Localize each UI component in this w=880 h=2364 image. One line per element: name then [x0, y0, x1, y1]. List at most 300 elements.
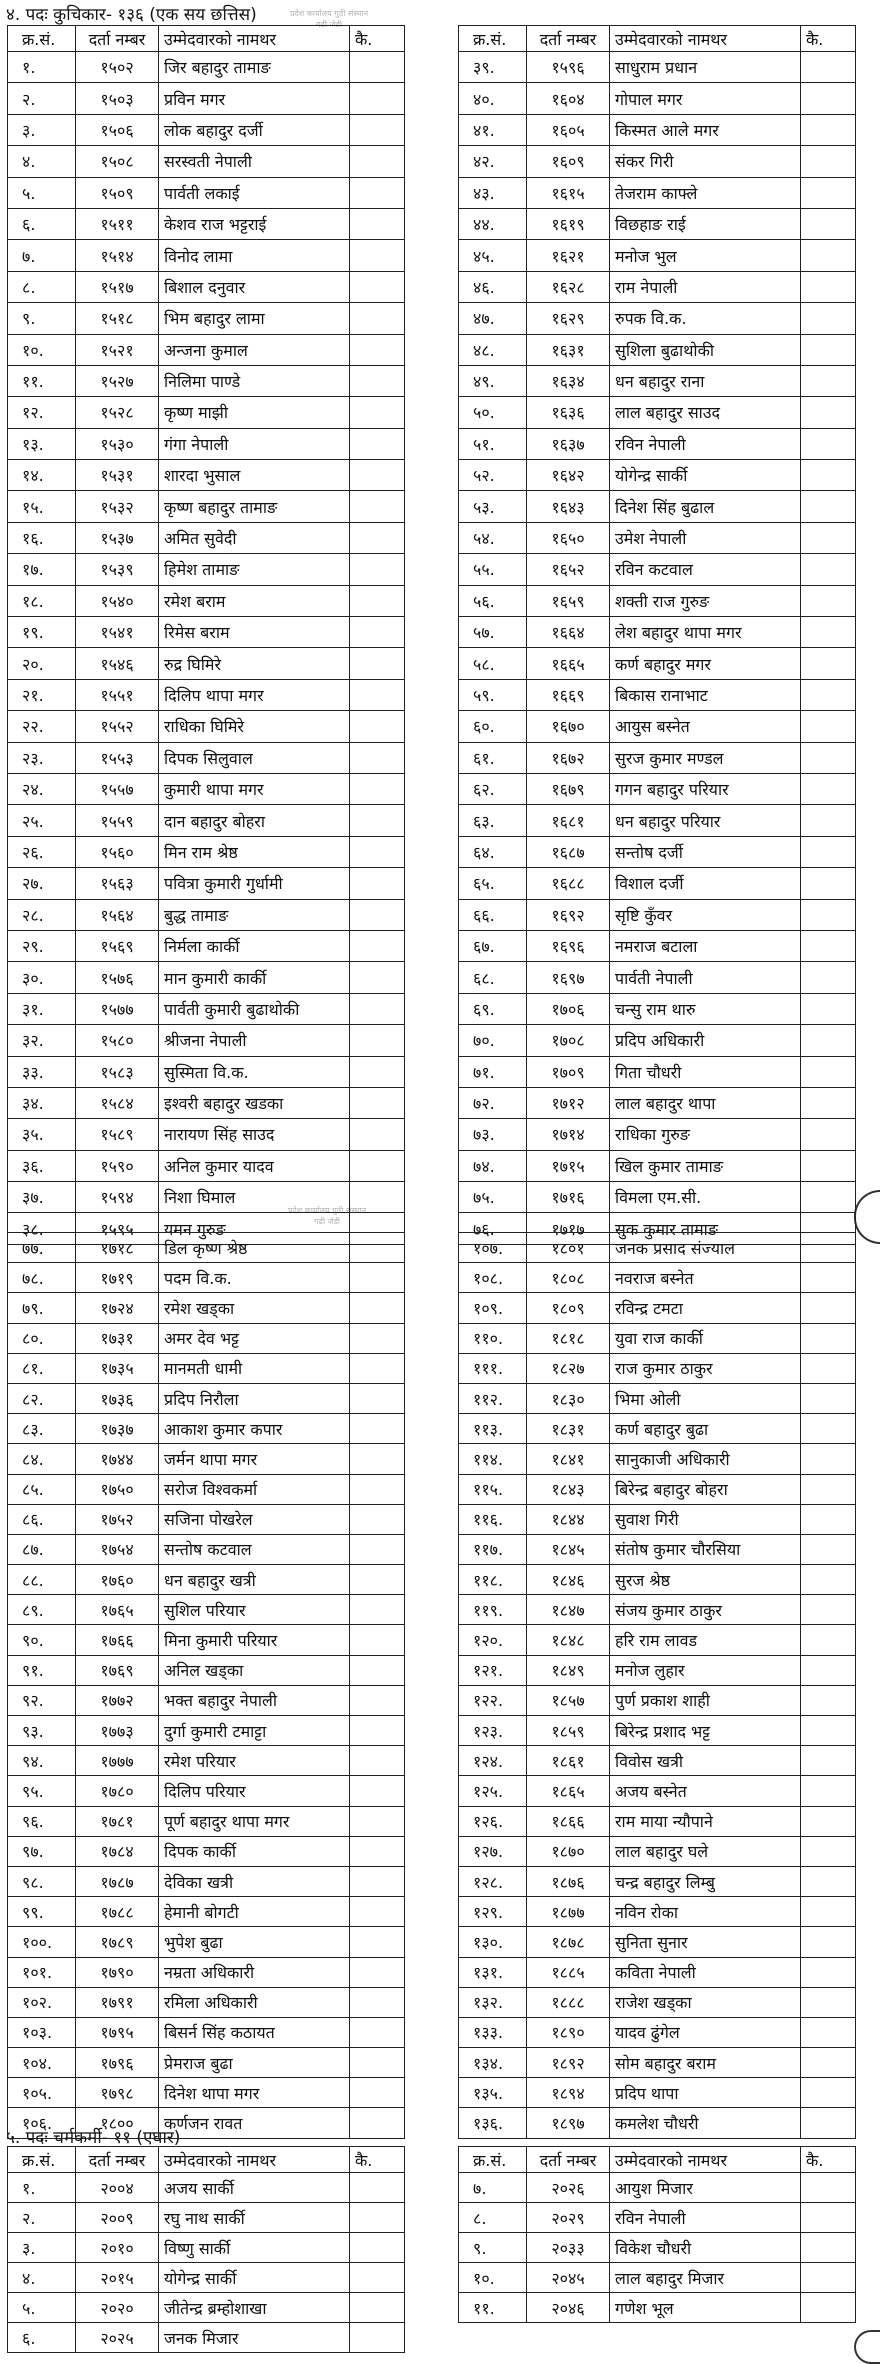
- candidate-name: सुशिला बुढाथोकी: [610, 334, 801, 365]
- candidate-name: योगेन्द्र सार्की: [159, 2263, 350, 2293]
- candidate-name: सुस्मिता वि.क.: [159, 1056, 350, 1087]
- candidate-name: भुपेश बुढा: [159, 1927, 350, 1957]
- table-row: [459, 962, 856, 993]
- remarks-cell: [801, 617, 856, 648]
- remarks-cell: [801, 522, 856, 553]
- serial-number: ८७.: [8, 1534, 76, 1564]
- remarks-cell: [350, 334, 405, 365]
- registration-number: १८१८: [527, 1323, 610, 1353]
- candidate-name: दान बहादुर बोहरा: [159, 805, 350, 836]
- registration-number: १८०९: [527, 1293, 610, 1323]
- candidate-name: शारदा भुसाल: [159, 460, 350, 491]
- registration-number: १७६०: [76, 1565, 159, 1595]
- table-row: [459, 585, 856, 616]
- registration-number: १८९७: [527, 2108, 610, 2138]
- table-row: [8, 742, 405, 773]
- registration-number: १५२७: [76, 365, 159, 396]
- remarks-cell: [801, 836, 856, 867]
- remarks-cell: [801, 1957, 856, 1987]
- remarks-cell: [350, 773, 405, 804]
- registration-number: १६२९: [527, 303, 610, 334]
- serial-number: ९७.: [8, 1836, 76, 1866]
- registration-number: १६३६: [527, 397, 610, 428]
- table-row: [459, 1685, 856, 1715]
- table-row: [459, 1504, 856, 1534]
- table-row: [459, 303, 856, 334]
- remarks-cell: [801, 271, 856, 302]
- remarks-cell: [801, 1263, 856, 1293]
- candidate-name: पार्वती लकाई: [159, 177, 350, 208]
- remarks-cell: [801, 679, 856, 710]
- table-row: [459, 1595, 856, 1625]
- table-row: [459, 1383, 856, 1413]
- remarks-cell: [801, 1595, 856, 1625]
- table-row: [8, 1565, 405, 1595]
- serial-number: ५१.: [459, 428, 527, 459]
- registration-number: १५९०: [76, 1150, 159, 1181]
- table-row: [8, 2203, 405, 2233]
- table-row: [8, 240, 405, 271]
- registration-number: १७८४: [76, 1836, 159, 1866]
- remarks-cell: [350, 2048, 405, 2078]
- remarks-cell: [350, 83, 405, 114]
- remarks-cell: [801, 1866, 856, 1896]
- remarks-cell: [801, 962, 856, 993]
- remarks-cell: [801, 83, 856, 114]
- remarks-cell: [801, 1927, 856, 1957]
- remarks-cell: [801, 868, 856, 899]
- table-row: [8, 2263, 405, 2293]
- remarks-cell: [801, 208, 856, 239]
- serial-number: ५३.: [459, 491, 527, 522]
- candidate-name: विशाल दर्जी: [610, 868, 801, 899]
- registration-number: १५४६: [76, 648, 159, 679]
- registration-number: १७०९: [527, 1056, 610, 1087]
- serial-number: ८०.: [8, 1323, 76, 1353]
- candidate-name: विवोस खत्री: [610, 1746, 801, 1776]
- registration-number: १५९४: [76, 1182, 159, 1213]
- registration-number: १५४०: [76, 585, 159, 616]
- candidate-name: विष्णु सार्की: [159, 2233, 350, 2263]
- candidate-name: योगेन्द्र सार्की: [610, 460, 801, 491]
- remarks-cell: [801, 805, 856, 836]
- remarks-cell: [801, 1444, 856, 1474]
- candidate-name: निलिमा पाण्डे: [159, 365, 350, 396]
- table-row: [8, 711, 405, 742]
- registration-number: १६४३: [527, 491, 610, 522]
- serial-number: ५२.: [459, 460, 527, 491]
- remarks-cell: [801, 1025, 856, 1056]
- candidate-name: रविन नेपाली: [610, 428, 801, 459]
- table-row: [459, 773, 856, 804]
- remarks-cell: [801, 1353, 856, 1383]
- registration-number: १७७७: [76, 1746, 159, 1776]
- registration-number: १७१६: [527, 1182, 610, 1213]
- table-row: [459, 1444, 856, 1474]
- serial-number: ९८.: [8, 1866, 76, 1896]
- header-candidate-name: उम्मेदवारको नामथर: [610, 26, 801, 52]
- remarks-cell: [350, 52, 405, 83]
- remarks-cell: [801, 930, 856, 961]
- serial-number: ८३.: [8, 1414, 76, 1444]
- remarks-cell: [801, 1625, 856, 1655]
- registration-number: १७४४: [76, 1444, 159, 1474]
- registration-number: १७१८: [76, 1233, 159, 1263]
- serial-number: २६.: [8, 836, 76, 867]
- remarks-cell: [350, 1776, 405, 1806]
- remarks-cell: [350, 1474, 405, 1504]
- serial-number: ११३.: [459, 1414, 527, 1444]
- candidate-name: कमलेश चौधरी: [610, 2108, 801, 2138]
- candidate-name: संतोष कुमार चौरसिया: [610, 1534, 801, 1564]
- table-row: [459, 1025, 856, 1056]
- candidate-name: अनिल कुमार यादव: [159, 1150, 350, 1181]
- registration-number: १५८९: [76, 1119, 159, 1150]
- registration-number: १५३०: [76, 428, 159, 459]
- candidate-name: निर्मला कार्की: [159, 930, 350, 961]
- signature-mark: [854, 2330, 880, 2364]
- table-row: [8, 1746, 405, 1776]
- serial-number: १२१.: [459, 1655, 527, 1685]
- candidate-name: पार्वती नेपाली: [610, 962, 801, 993]
- serial-number: २५.: [8, 805, 76, 836]
- registration-number: १८७०: [527, 1836, 610, 1866]
- candidate-name: लाल बहादुर थापा: [610, 1087, 801, 1118]
- table-row: [459, 2293, 856, 2323]
- candidate-name: भक्त बहादुर नेपाली: [159, 1685, 350, 1715]
- registration-number: १६८७: [527, 836, 610, 867]
- table-row: [459, 1776, 856, 1806]
- table-row: [459, 648, 856, 679]
- table-row: [459, 1716, 856, 1746]
- remarks-cell: [801, 1119, 856, 1150]
- registration-number: १६९६: [527, 930, 610, 961]
- table-row: [8, 554, 405, 585]
- registration-number: १५८४: [76, 1087, 159, 1118]
- table-row: [459, 2048, 856, 2078]
- table-row: [459, 2263, 856, 2293]
- serial-number: १२.: [8, 397, 76, 428]
- serial-number: १२०.: [459, 1625, 527, 1655]
- candidate-name: अमित सुवेदी: [159, 522, 350, 553]
- remarks-cell: [350, 2263, 405, 2293]
- remarks-cell: [350, 271, 405, 302]
- serial-number: ११८.: [459, 1565, 527, 1595]
- registration-number: १८८५: [527, 1957, 610, 1987]
- remarks-cell: [350, 1119, 405, 1150]
- registration-number: २०४६: [527, 2293, 610, 2323]
- serial-number: ४०.: [459, 83, 527, 114]
- registration-number: १६५२: [527, 554, 610, 585]
- table-row: [459, 114, 856, 145]
- registration-number: १५१४: [76, 240, 159, 271]
- registration-number: १७३६: [76, 1383, 159, 1413]
- registration-number: १८९२: [527, 2048, 610, 2078]
- candidate-name: बुद्ध तामाङ: [159, 899, 350, 930]
- serial-number: २४.: [8, 773, 76, 804]
- serial-number: १०१.: [8, 1957, 76, 1987]
- remarks-cell: [801, 742, 856, 773]
- registration-number: १५५९: [76, 805, 159, 836]
- table-row: [459, 1087, 856, 1118]
- serial-number: १२६.: [459, 1806, 527, 1836]
- registration-number: १७१२: [527, 1087, 610, 1118]
- registration-number: १७१९: [76, 1263, 159, 1293]
- serial-number: ११४.: [459, 1444, 527, 1474]
- table-row: [8, 114, 405, 145]
- serial-number: ११९.: [459, 1595, 527, 1625]
- serial-number: १२३.: [459, 1716, 527, 1746]
- candidate-name: सुरज श्रेष्ठ: [610, 1565, 801, 1595]
- serial-number: ६.: [8, 208, 76, 239]
- registration-number: १८२७: [527, 1353, 610, 1383]
- candidate-name: पवित्रा कुमारी गुर्धामी: [159, 868, 350, 899]
- table-row: [8, 617, 405, 648]
- remarks-cell: [350, 491, 405, 522]
- serial-number: ६५.: [459, 868, 527, 899]
- candidate-name: यादव ढुंगेल: [610, 2017, 801, 2047]
- registration-number: १८७७: [527, 1897, 610, 1927]
- registration-number: १५०३: [76, 83, 159, 114]
- candidate-name: मनोज भुल: [610, 240, 801, 271]
- table-row: [459, 805, 856, 836]
- serial-number: १२८.: [459, 1866, 527, 1896]
- table-row: [459, 1293, 856, 1323]
- table-row: [459, 1056, 856, 1087]
- candidate-name: प्रदिप थापा: [610, 2078, 801, 2108]
- candidate-name: गगन बहादुर परियार: [610, 773, 801, 804]
- serial-number: ४३.: [459, 177, 527, 208]
- candidate-name: निशा घिमाल: [159, 1182, 350, 1213]
- remarks-cell: [350, 2108, 405, 2138]
- registration-number: १५१८: [76, 303, 159, 334]
- remarks-cell: [801, 648, 856, 679]
- registration-number: २०२९: [527, 2203, 610, 2233]
- registration-number: १६३१: [527, 334, 610, 365]
- registration-number: १६६५: [527, 648, 610, 679]
- remarks-cell: [350, 1087, 405, 1118]
- serial-number: १०.: [8, 334, 76, 365]
- registration-number: १८९०: [527, 2017, 610, 2047]
- serial-number: ९२.: [8, 1685, 76, 1715]
- table-row: [459, 2108, 856, 2138]
- remarks-cell: [350, 1293, 405, 1323]
- table-header-row: [8, 2147, 405, 2173]
- candidate-name: यमन गुरुङ: [159, 1213, 350, 1244]
- remarks-cell: [350, 617, 405, 648]
- remarks-cell: [801, 1474, 856, 1504]
- remarks-cell: [350, 1685, 405, 1715]
- table-row: [8, 1474, 405, 1504]
- remarks-cell: [350, 1927, 405, 1957]
- candidate-name: मिना कुमारी परियार: [159, 1625, 350, 1655]
- serial-number: १०७.: [459, 1233, 527, 1263]
- serial-number: ७६.: [459, 1213, 527, 1244]
- table-row: [459, 271, 856, 302]
- candidate-name: शक्ती राज गुरुङ: [610, 585, 801, 616]
- registration-number: १५३९: [76, 554, 159, 585]
- registration-number: १८७६: [527, 1866, 610, 1896]
- remarks-cell: [350, 1150, 405, 1181]
- table-row: [8, 2173, 405, 2203]
- registration-number: १७०६: [527, 993, 610, 1024]
- serial-number: ५७.: [459, 617, 527, 648]
- registration-number: १५३२: [76, 491, 159, 522]
- serial-number: ११०.: [459, 1323, 527, 1353]
- remarks-cell: [801, 1836, 856, 1866]
- candidate-name: रमेश परियार: [159, 1746, 350, 1776]
- registration-number: १८६५: [527, 1776, 610, 1806]
- serial-number: ३५.: [8, 1119, 76, 1150]
- serial-number: ३८.: [8, 1213, 76, 1244]
- serial-number: ५५.: [459, 554, 527, 585]
- serial-number: ७२.: [459, 1087, 527, 1118]
- table-row: [459, 2017, 856, 2047]
- table-row: [459, 208, 856, 239]
- candidate-name: नम्रता अधिकारी: [159, 1957, 350, 1987]
- candidate-name: बिरेन्द्र बहादुर बोहरा: [610, 1474, 801, 1504]
- registration-number: २००९: [76, 2203, 159, 2233]
- candidate-name: सुवाश गिरी: [610, 1504, 801, 1534]
- serial-number: ४.: [8, 146, 76, 177]
- candidate-name: रमेश बराम: [159, 585, 350, 616]
- table-header-row: [8, 26, 405, 52]
- candidate-name: कर्ण बहादुर मगर: [610, 648, 801, 679]
- remarks-cell: [801, 1897, 856, 1927]
- serial-number: ३४.: [8, 1087, 76, 1118]
- table-row: [8, 1293, 405, 1323]
- remarks-cell: [801, 177, 856, 208]
- remarks-cell: [350, 711, 405, 742]
- remarks-cell: [801, 303, 856, 334]
- serial-number: ७९.: [8, 1293, 76, 1323]
- remarks-cell: [801, 2293, 856, 2323]
- table-row: [8, 2108, 405, 2138]
- serial-number: ८.: [459, 2203, 527, 2233]
- candidate-name: रुद्र घिमिरे: [159, 648, 350, 679]
- registration-number: १६३७: [527, 428, 610, 459]
- remarks-cell: [350, 177, 405, 208]
- serial-number: १२७.: [459, 1836, 527, 1866]
- registration-number: १५८०: [76, 1025, 159, 1056]
- table-row: [8, 1119, 405, 1150]
- candidate-name: सृष्टि कुँवर: [610, 899, 801, 930]
- table-row: [8, 868, 405, 899]
- registration-number: १७३५: [76, 1353, 159, 1383]
- remarks-cell: [350, 993, 405, 1024]
- remarks-cell: [801, 397, 856, 428]
- remarks-cell: [801, 1504, 856, 1534]
- serial-number: ९६.: [8, 1806, 76, 1836]
- candidate-name: दिलिप परियार: [159, 1776, 350, 1806]
- serial-number: ४७.: [459, 303, 527, 334]
- candidate-name: रविन कटवाल: [610, 554, 801, 585]
- serial-number: २१.: [8, 679, 76, 710]
- office-stamp: प्रदेश कार्यालय गुठी संस्थान गढी जेडी: [287, 1206, 367, 1226]
- header-registration-number: दर्ता नम्बर: [527, 2147, 610, 2173]
- candidate-name: बिकास रानाभाट: [610, 679, 801, 710]
- candidate-name: नविन रोका: [610, 1897, 801, 1927]
- table-row: [459, 679, 856, 710]
- serial-number: ७४.: [459, 1150, 527, 1181]
- remarks-cell: [350, 742, 405, 773]
- serial-number: २९.: [8, 930, 76, 961]
- serial-number: १००.: [8, 1927, 76, 1957]
- table-row: [8, 1182, 405, 1213]
- serial-number: १२२.: [459, 1685, 527, 1715]
- registration-number: १८६१: [527, 1746, 610, 1776]
- remarks-cell: [350, 2017, 405, 2047]
- table-row: [459, 365, 856, 396]
- table-row: [8, 679, 405, 710]
- registration-number: १८८८: [527, 1987, 610, 2017]
- remarks-cell: [350, 1414, 405, 1444]
- table-row: [459, 930, 856, 961]
- remarks-cell: [350, 146, 405, 177]
- serial-number: ७५.: [459, 1182, 527, 1213]
- remarks-cell: [801, 1806, 856, 1836]
- registration-number: १६९२: [527, 899, 610, 930]
- registration-number: २०३३: [527, 2233, 610, 2263]
- remarks-cell: [350, 460, 405, 491]
- candidate-name: लेश बहादुर थापा मगर: [610, 617, 801, 648]
- registration-number: १६८१: [527, 805, 610, 836]
- table-row: [8, 836, 405, 867]
- remarks-cell: [801, 2078, 856, 2108]
- registration-number: १५८३: [76, 1056, 159, 1087]
- serial-number: १०४.: [8, 2048, 76, 2078]
- registration-number: १८४८: [527, 1625, 610, 1655]
- registration-number: १७९१: [76, 1987, 159, 2017]
- remarks-cell: [801, 114, 856, 145]
- candidate-name: सुशिल परियार: [159, 1595, 350, 1625]
- candidate-name: राज कुमार ठाकुर: [610, 1353, 801, 1383]
- serial-number: १३०.: [459, 1927, 527, 1957]
- remarks-cell: [350, 1595, 405, 1625]
- remarks-cell: [350, 1897, 405, 1927]
- serial-number: १०८.: [459, 1263, 527, 1293]
- serial-number: ४१.: [459, 114, 527, 145]
- serial-number: १.: [8, 2173, 76, 2203]
- header-candidate-name: उम्मेदवारको नामथर: [610, 2147, 801, 2173]
- remarks-cell: [350, 1025, 405, 1056]
- serial-number: ५.: [8, 177, 76, 208]
- table-row: [8, 1233, 405, 1263]
- serial-number: ११.: [459, 2293, 527, 2323]
- serial-number: ९.: [8, 303, 76, 334]
- candidate-name: प्रदिप निरौला: [159, 1383, 350, 1413]
- registration-number: १७८९: [76, 1927, 159, 1957]
- remarks-cell: [350, 868, 405, 899]
- registration-number: १८०८: [527, 1263, 610, 1293]
- table-header-row: [459, 26, 856, 52]
- registration-number: १८५७: [527, 1685, 610, 1715]
- serial-number: २.: [8, 83, 76, 114]
- remarks-cell: [801, 2108, 856, 2138]
- serial-number: ९१.: [8, 1655, 76, 1685]
- candidate-name: अनिल खड्का: [159, 1655, 350, 1685]
- serial-number: १०२.: [8, 1987, 76, 2017]
- candidate-name: गोपाल मगर: [610, 83, 801, 114]
- remarks-cell: [350, 836, 405, 867]
- header-candidate-name: उम्मेदवारको नामथर: [159, 2147, 350, 2173]
- registration-number: २००४: [76, 2173, 159, 2203]
- remarks-cell: [801, 2017, 856, 2047]
- registration-number: १६७०: [527, 711, 610, 742]
- table-row: [459, 83, 856, 114]
- candidate-name: गिता चौधरी: [610, 1056, 801, 1087]
- serial-number: १३३.: [459, 2017, 527, 2047]
